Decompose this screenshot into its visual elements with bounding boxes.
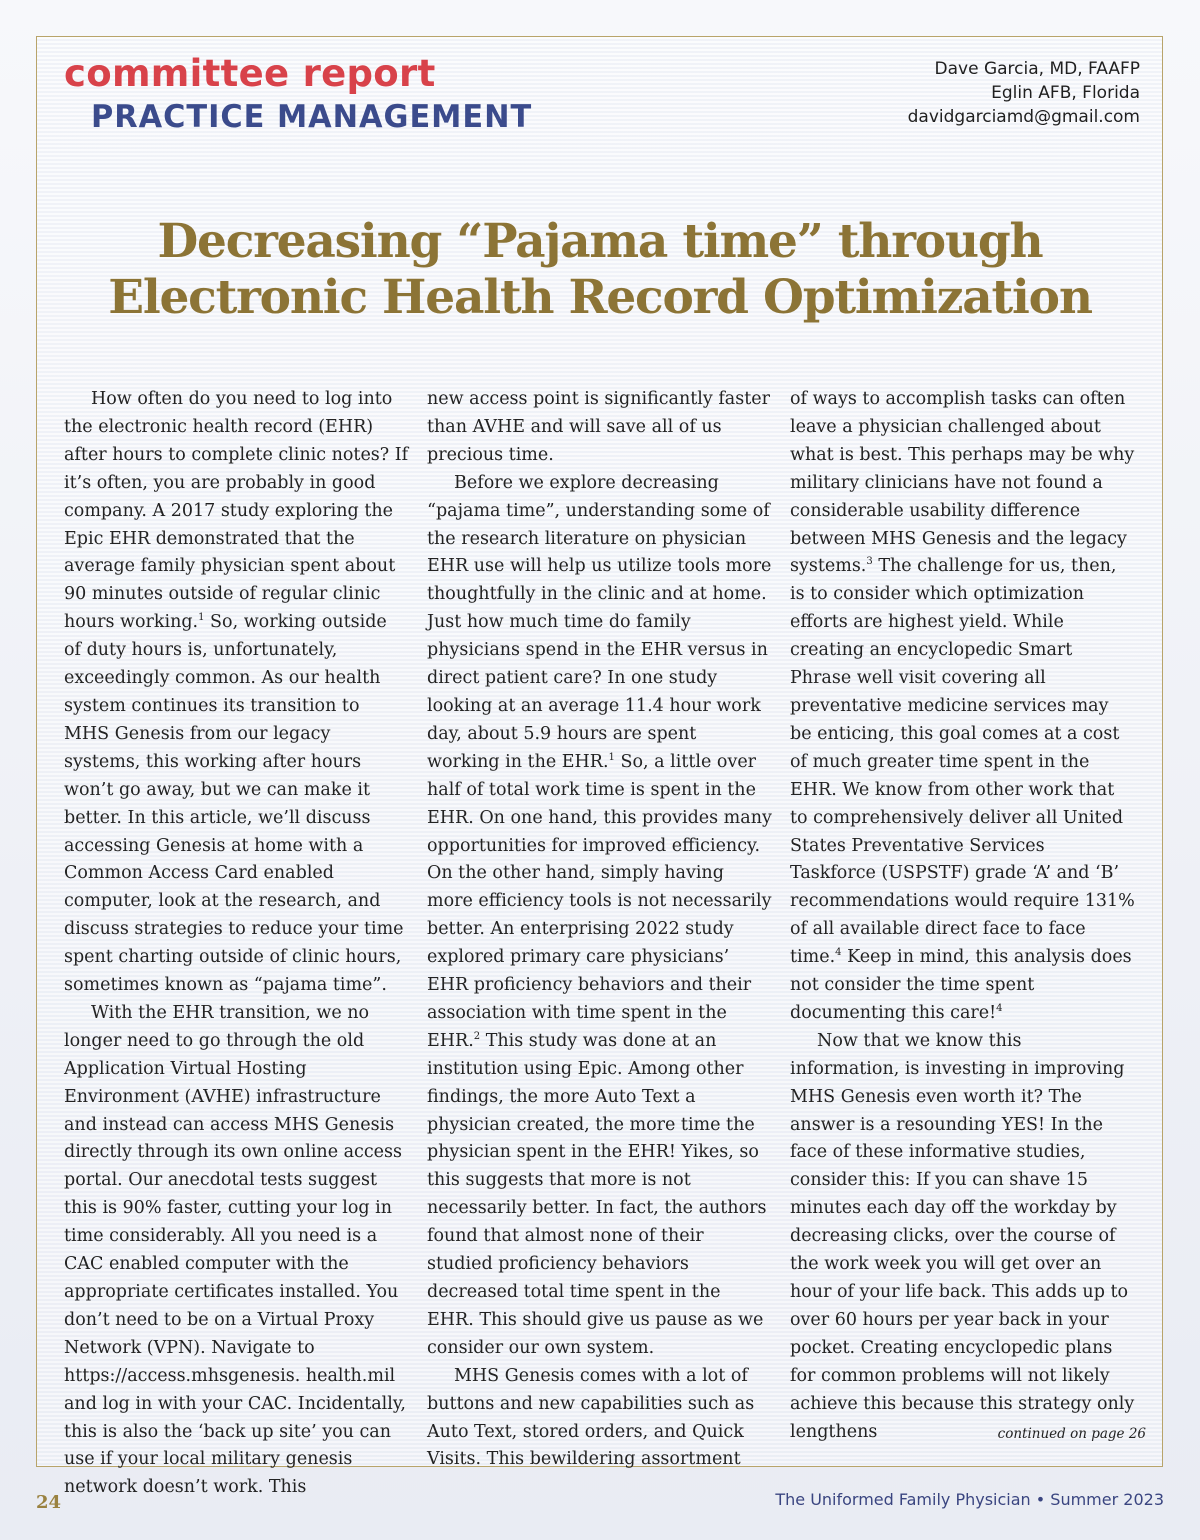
page-number: 24 <box>36 1492 62 1513</box>
author-location: Eglin AFB, Florida <box>991 83 1140 103</box>
committee-report-label: committee report <box>64 52 436 95</box>
paragraph: new access point is significantly faster than AVHE and will save all of us precious time. <box>427 389 770 465</box>
article-title: Decreasing “Pajama time” through Electronic Health Record Optimization <box>108 214 1092 325</box>
column-3 <box>790 386 1135 1446</box>
reference-marker: 2 <box>473 1030 481 1042</box>
reference-marker: 4 <box>996 1002 1003 1014</box>
paragraph: Before we explore decreasing “pajama time”, understanding some of the research literature on physician EHR use will help us utilize tools more thoughtfully in the clinic and at home. Just how much time do family physicians spend in the EHR versus in direct patient care? In one study looking at an average 11.4 hour work day, about 5.9 hours are spent working in the EHR.$^1$ So, a little over half of total work time is spent in the EHR. On one hand, this provides many opportunities for improved efficiency. On the other hand, simply having more efficiency tools is not necessarily better. An enterprising 2022 study explored primary care physicians’ EHR proficiency behaviors and their association with time spent in the EHR.$^2$ This study was done at an institution using Epic. Among other findings, the more Auto Text a physician created, the more time the physician spent in the EHR! Yikes, so this suggests that more is not necessarily better. In fact, the authors found that almost none of their studied proficiency behaviors decreased total time spent in the EHR. This should give us pause as we consider our own system. <box>427 472 772 1358</box>
paragraph: How often do you need to log into the electronic health record (EHR) after hours to complete clinic notes? If it’s often, you are probably in good company. A 2017 study exploring the Epic EHR demonstrated that the average family physician spent about 90 minutes outside of regular clinic hours working.$^1$ So, working outside of duty hours is, unfortunately, exceedingly common. As our health system continues its transition to MHS Genesis from our legacy systems, this working after hours won’t go away, but we can make it better. In this article, we’ll discuss accessing Genesis at home with a Common Access Card enabled computer, look at the research, and discuss strategies to reduce your time spent charting outside of clinic hours, sometimes known as “pajama time”. <box>64 389 409 996</box>
journal-footer: The Uniformed Family Physician • Summer 2023 <box>775 1490 1164 1509</box>
continued-note: continued on page 26 <box>997 1426 1146 1442</box>
reference-marker: 1 <box>608 751 615 763</box>
paragraph: With the EHR transition, we no longer need to go through the old Application Virtual Hosting Environment (AVHE) infrastructure and instead can access MHS Genesis directly through its own online access portal. Our anecdotal tests suggest this is 90% faster, cutting your log in time considerably. All you need is a CAC enabled computer with the appropriate certificates installed. You don’t need to be on a Virtual Proxy Network (VPN). Navigate to https://access.mhsgenesis. health.mil and log in with your CAC. Incidentally, this is also the ‘back up site’ you can use if your local military genesis network doesn’t work. This <box>64 1002 406 1498</box>
reference-marker: 3 <box>866 556 873 568</box>
reference-marker: 4 <box>835 947 842 959</box>
author-block <box>908 57 1140 129</box>
column-1 <box>64 386 409 1502</box>
paragraph: MHS Genesis comes with a lot of buttons and new capabilities such as Auto Text, stored orders, and Quick Visits. This bewildering assortment <box>427 1365 755 1470</box>
reference-marker: 1 <box>198 612 205 624</box>
paragraph: of ways to accomplish tasks can often leave a physician challenged about what is best. This perhaps may be why military clinicians have not found a considerable usability difference between MHS Genesis and the legacy systems.$^3$ The challenge for us, then, is to consider which optimization efforts are highest yield. While creating an encyclopedic Smart Phrase well visit covering all preventative medicine services may be enticing, this goal comes at a cost of much greater time spent in the EHR. We know from other work that to comprehensively deliver all United States Preventative Services Taskforce (USPSTF) grade ‘A’ and ‘B’ recommendations would require 131% of all available direct face to face time.$^4$ Keep in mind, this analysis does not consider the time spent documenting this care!$^4$ <box>790 389 1135 1023</box>
section-heading: PRACTICE MANAGEMENT <box>91 99 533 135</box>
column-2 <box>427 386 772 1474</box>
author-name: Dave Garcia, MD, FAAFP <box>934 59 1140 79</box>
paragraph: Now that we know this information, is investing in improving MHS Genesis even worth it? The answer is a resounding YES! In the face of these informative studies, consider this: If you can shave 15 minutes each day off the workday by decreasing clicks, over the course of the work week you will get over an hour of your life back. This adds up to over 60 hours per year back in your pocket. Creating encyclopedic plans for common problems will not likely achieve this because this strategy only lengthens <box>790 1030 1135 1442</box>
author-email[interactable]: davidgarciamd@gmail.com <box>907 107 1140 127</box>
